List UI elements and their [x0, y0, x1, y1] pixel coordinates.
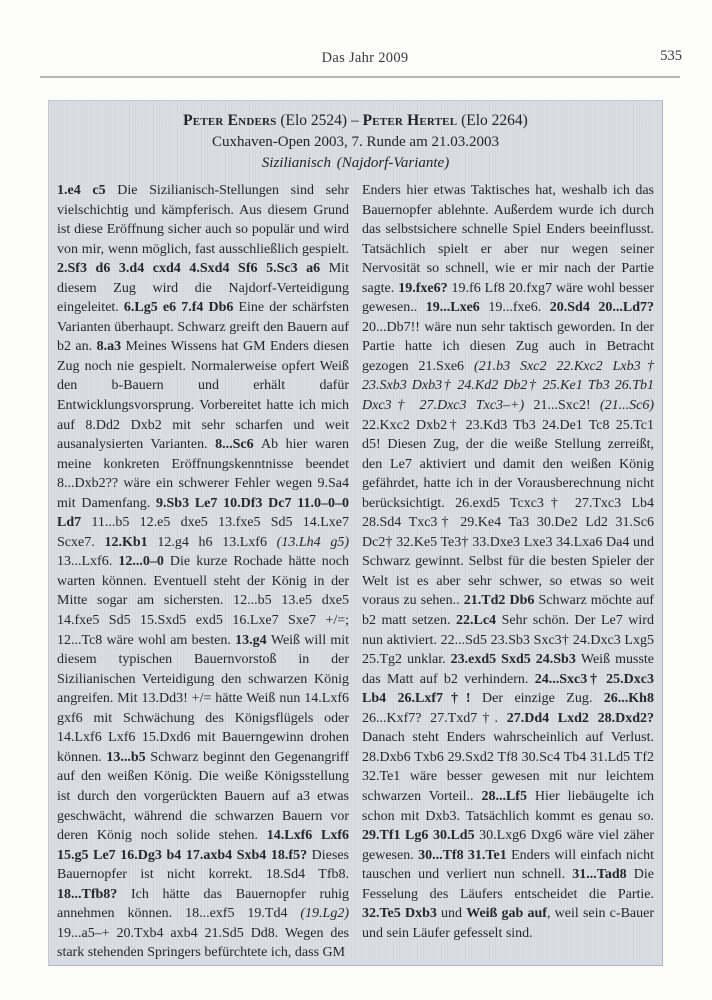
running-head — [40, 50, 690, 72]
header-rule — [40, 76, 680, 78]
event-line: Cuxhaven-Open 2003, 7. Runde am 21.03.2003 — [211, 134, 500, 150]
left-column: 1.e4 c5 Die Sizilianisch-Stellungen sind sehr vielschichtig und kämpferisch. Aus diesem Grund ist diese Eröffnung sicher auch so populär und wird von mir, wenn möglich, fast ausschließlich gespielt. 2.Sf3 d6 3.d4 cxd4 4.Sxd4 Sf6 5.Sc3 a6 Mit diesem Zug wird die Najdorf-Verteidigung eingeleitet. 6.Lg5 e6 7.f4 Db6 Eine der schärfsten Varianten überhaupt. Schwarz greift den Bauern auf b2 an. 8.a3 Meines Wissens hat GM Enders diesen Zug noch nie gespielt. Normalerweise opfert Weiß den b-Bauern und erhält dafür Entwicklungsvorsprung. Vorbereitet hatte ich mich auf 8.Dd2 Dxb2 mit sehr scharfen und weit ausanalysierten Varianten. 8...Sc6 Ab hier waren meine konkreten Eröffnungskenntnisse beendet 8...Dxb2?? wäre ein schwerer Fehler wegen 9.Sa4 mit Damenfang. 9.Sb3 Le7 10.Df3 Dc7 11.0–0–0 Ld7 11...b5 12.e5 dxe5 13.fxe5 Sd5 14.Lxe7 Scxe7. 12.Kb1 12.g4 h6 13.Lxf6 (13.Lh4 g5) 13...Lxf6. 12...0–0 Die kurze Rochade hätte noch warten können. Eventuell steht der König in der Mitte sogar am sichersten. 12...b5 13.e5 dxe5 14.fxe5 Sd5 15.Sxd5 exd5 16.Lxe7 Sxe7 +/=; 12...Tc8 wäre wohl am besten. 13.g4 Weiß will mit diesem typischen Bauernvorstoß in der Sizilianischen Verteidigung den schwarzen König angreifen. Mit 13.Dd3! +/= hätte Weiß nun 14.Lxf6 gxf6 mit Schwächung des Königsflügels oder 14.Lxf6 Lxf6 15.Dxd6 mit Bauerngewinn drohen können. 13...b5 Schwarz beginnt den Gegenangriff auf den weißen König. Die weiße Königsstellung ist durch den vorgerückten Bauern auf a3 etwas geschwächt, während die schwarzen Bauern vor deren König noch solide stehen. 14.Lxf6 Lxf6 15.g5 Le7 16.Dg3 b4 17.axb4 Sxb4 18.f5? Dieses Bauernopfer ist nicht korrekt. 18.Sd4 Tfb8. 18...Tfb8? Ich hätte das Bauernopfer ruhig annehmen können. 18...exf5 19.Td4 (19.Lg2) 19...a5–+ 20.Txb4 axb4 21.Sd5 Dd8. Wegen des stark stehenden Springers befürchtete ich, dass GM — [57, 183, 350, 961]
game-header — [57, 112, 654, 172]
chapter-title: Das Jahr 2009 — [321, 50, 409, 66]
page-number: 535 — [660, 48, 682, 64]
right-column: Enders hier etwas Taktisches hat, weshalb ich das Bauernopfer ablehnte. Außerdem wurde ich durch das selbstsichere schnelle Spiel Enders beeinflusst. Tatsächlich spielt er aber nur wegen seiner Nervosität so schnell, wie er mir nach der Partie sagte. 19.fxe6? 19.f6 Lf8 20.fxg7 wäre wohl besser gewesen.. 19...Lxe6 19...fxe6. 20.Sd4 20...Ld7? 20...Db7!! wäre nun sehr taktisch geworden. In der Partie hatte ich diesen Zug auch in Betracht gezogen 21.Sxe6 (21.b3 Sxc2 22.Kxc2 Lxb3† 23.Sxb3 Dxb3† 24.Kd2 Db2† 25.Ke1 Tb3 26.Tb1 Dxc3† 27.Dxc3 Txc3–+) 21...Sxc2! (21...Sc6) 22.Kxc2 Dxb2† 23.Kd3 Tb3 24.De1 Tc8 25.Tc1 d5! Diesen Zug, der die weiße Stellung zerreißt, den Le7 aktiviert und damit den weißen König gefährdet, hatte ich in der Vorausberechnung nicht berücksichtigt. 26.exd5 Tcxc3† 27.Txc3 Lb4 28.Sd4 Txc3† 29.Ke4 Ta3 30.De2 Ld2 31.Sc6 Dc2† 32.Ke5 Te3† 33.Dxe3 Lxe3 34.Lxa6 Da4 und Schwarz gewinnt. Selbst für die besten Spieler der Welt ist es aber sehr schwer, so etwas so weit voraus zu sehen.. 21.Td2 Db6 Schwarz möchte auf b2 matt setzen. 22.Lc4 Sehr schön. Der Le7 wird nun aktiviert. 22...Sd5 23.Sb3 Sxc3† 24.Dxc3 Lxg5 25.Tg2 unklar. 23.exd5 Sxd5 24.Sb3 Weiß musste das Matt auf b2 verhindern. 24...Sxc3† 25.Dxc3 Lb4 26.Lxf7†! Der einzige Zug. 26...Kh8 26...Kxf7? 27.Txd7†. 27.Dd4 Lxd2 28.Dxd2? Danach steht Enders wahrscheinlich auf Verlust. 28.Dxb6 Txb6 29.Sxd2 Tf8 30.Sc4 Tb4 31.Ld5 Tf2 32.Te1 wäre besser gewesen mit nur leichtem schwarzen Vorteil.. 28...Lf5 Hier liebäugelte ich schon mit Dxb3. Tatsächlich kommt es genau so. 29.Tf1 Lg6 30.Ld5 30.Lxg6 Dxg6 wäre viel zäher gewesen. 30...Tf8 31.Te1 Enders will einfach nicht tauschen und verliert nun schnell. 31...Tad8 Die Fesselung des Läufers entscheidet die Partie. 32.Te5 Dxb3 und Weiß gab auf, weil sein c-Bauer und sein Läufer gefesselt sind. — [362, 183, 655, 941]
opening-line: Sizilianisch (Najdorf-Variante) — [261, 155, 450, 171]
players-line: Peter Enders (Elo 2524) – Peter Hertel (Elo 2264) — [183, 112, 528, 129]
text-columns — [57, 181, 654, 963]
game-annotation-box — [48, 100, 663, 966]
